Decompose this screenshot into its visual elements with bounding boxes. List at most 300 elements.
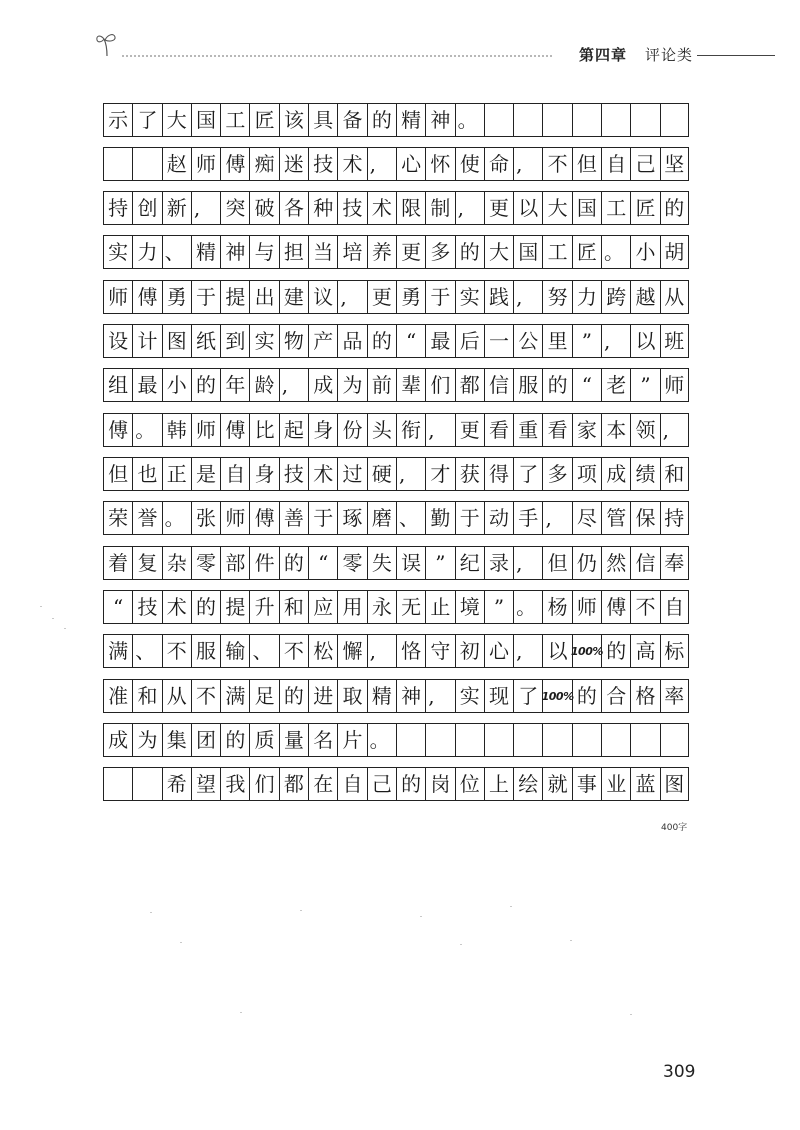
grid-cell: 初: [455, 634, 484, 668]
grid-cell: 己: [367, 767, 396, 801]
grid-cell: [542, 103, 571, 137]
grid-cell: 了: [513, 679, 542, 713]
grid-cell: 力: [132, 235, 161, 269]
grid-cell: 但: [542, 546, 571, 580]
scan-speck: [630, 1014, 632, 1015]
grid-cell: 一: [484, 324, 513, 358]
grid-cell: ,: [542, 501, 571, 535]
grid-cell: 命: [484, 147, 513, 181]
grid-cell: 技: [337, 191, 366, 225]
grid-cell: 自: [220, 457, 249, 491]
grid-cell: 岗: [425, 767, 454, 801]
grid-cell: 备: [337, 103, 366, 137]
grid-cell: 、: [162, 235, 191, 269]
grid-cell: 我: [220, 767, 249, 801]
grid-cell: 产: [308, 324, 337, 358]
grid-cell: 着: [103, 546, 132, 580]
grid-cell: 大: [542, 191, 571, 225]
header-dotted-rule: [122, 55, 552, 57]
grid-cell: 满: [103, 634, 132, 668]
grid-cell: [630, 103, 659, 137]
grid-cell: 各: [279, 191, 308, 225]
grid-cell: 获: [455, 457, 484, 491]
grid-cell: “: [396, 324, 425, 358]
grid-cell: 不: [162, 634, 191, 668]
grid-row: [103, 280, 689, 314]
grid-cell: 手: [513, 501, 542, 535]
grid-cell: 坚: [660, 147, 689, 181]
grid-cell: 得: [484, 457, 513, 491]
grid-cell: 现: [484, 679, 513, 713]
grid-row: [103, 723, 689, 757]
grid-cell: 技: [279, 457, 308, 491]
grid-cell: 到: [220, 324, 249, 358]
grid-cell: 实: [455, 679, 484, 713]
grid-cell: 磨: [367, 501, 396, 535]
grid-cell: 实: [249, 324, 278, 358]
grid-cell: 们: [425, 368, 454, 402]
grid-cell: 国: [191, 103, 220, 137]
grid-cell: 破: [249, 191, 278, 225]
grid-cell: 善: [279, 501, 308, 535]
grid-cell: 神: [220, 235, 249, 269]
grid-cell: [660, 103, 689, 137]
grid-cell: 们: [249, 767, 278, 801]
grid-cell: 的: [279, 546, 308, 580]
grid-cell: 的: [220, 723, 249, 757]
grid-cell: 也: [132, 457, 161, 491]
grid-cell: 自: [337, 767, 366, 801]
grid-cell: 希: [162, 767, 191, 801]
grid-cell: 在: [308, 767, 337, 801]
scan-speck: [240, 1012, 242, 1013]
grid-cell: 设: [103, 324, 132, 358]
grid-cell: ”: [484, 590, 513, 624]
grid-cell: 信: [484, 368, 513, 402]
grid-cell: 赵: [162, 147, 191, 181]
grid-cell: 年: [220, 368, 249, 402]
grid-cell: 精: [396, 103, 425, 137]
grid-cell: 的: [396, 767, 425, 801]
grid-cell: 项: [572, 457, 601, 491]
grid-cell: 韩: [162, 413, 191, 447]
grid-cell: 应: [308, 590, 337, 624]
grid-cell: 当: [308, 235, 337, 269]
grid-cell: 后: [455, 324, 484, 358]
grid-cell: 培: [337, 235, 366, 269]
grid-cell: 里: [542, 324, 571, 358]
grid-cell: 议: [308, 280, 337, 314]
grid-cell: 、: [132, 634, 161, 668]
grid-cell: 不: [191, 679, 220, 713]
grid-cell: 高: [630, 634, 659, 668]
grid-cell: 。: [513, 590, 542, 624]
grid-cell: 进: [308, 679, 337, 713]
grid-cell: 技: [132, 590, 161, 624]
grid-cell: 国: [572, 191, 601, 225]
grid-row: [103, 413, 689, 447]
grid-cell: 术: [367, 191, 396, 225]
grid-cell: 师: [220, 501, 249, 535]
grid-cell: [484, 723, 513, 757]
grid-cell: 于: [425, 280, 454, 314]
grid-cell: 更: [367, 280, 396, 314]
grid-cell: ,: [425, 679, 454, 713]
grid-cell: 该: [279, 103, 308, 137]
grid-cell: 懈: [337, 634, 366, 668]
grid-cell: 尽: [572, 501, 601, 535]
grid-cell: 都: [279, 767, 308, 801]
grid-cell: 具: [308, 103, 337, 137]
grid-cell: 自: [601, 147, 630, 181]
grid-cell: 硬: [367, 457, 396, 491]
grid-cell: [103, 147, 132, 181]
grid-cell: 的: [660, 191, 689, 225]
grid-row: [103, 368, 689, 402]
grid-cell: 零: [191, 546, 220, 580]
grid-cell: 傅: [601, 590, 630, 624]
scan-speck: [300, 910, 302, 911]
grid-cell: 质: [249, 723, 278, 757]
grid-cell: 成: [601, 457, 630, 491]
grid-cell: 守: [425, 634, 454, 668]
grid-cell: 心: [396, 147, 425, 181]
grid-cell: 努: [542, 280, 571, 314]
grid-cell: 傅: [220, 147, 249, 181]
grid-cell: 精: [367, 679, 396, 713]
grid-cell: 升: [249, 590, 278, 624]
grid-cell: 荣: [103, 501, 132, 535]
grid-cell: 头: [367, 413, 396, 447]
header-rule: [697, 55, 775, 56]
grid-cell: 身: [308, 413, 337, 447]
grid-cell: [132, 767, 161, 801]
grid-cell: 师: [191, 413, 220, 447]
grid-cell: 从: [162, 679, 191, 713]
grid-cell: 看: [542, 413, 571, 447]
grid-cell: 突: [220, 191, 249, 225]
grid-cell: 更: [396, 235, 425, 269]
grid-cell: 成: [308, 368, 337, 402]
grid-cell: ,: [367, 634, 396, 668]
grid-cell: 片: [337, 723, 366, 757]
grid-cell: [601, 723, 630, 757]
grid-cell: 但: [103, 457, 132, 491]
grid-cell: 望: [191, 767, 220, 801]
grid-cell: 己: [630, 147, 659, 181]
grid-cell: 勇: [162, 280, 191, 314]
grid-cell: 术: [337, 147, 366, 181]
grid-cell: 大: [484, 235, 513, 269]
grid-cell: ,: [513, 147, 542, 181]
grid-cell: 技: [308, 147, 337, 181]
grid-cell: 为: [132, 723, 161, 757]
grid-cell: 种: [308, 191, 337, 225]
grid-cell: “: [308, 546, 337, 580]
scan-speck: [52, 618, 54, 619]
grid-cell: 录: [484, 546, 513, 580]
grid-cell: 。: [455, 103, 484, 137]
grid-cell: 的: [455, 235, 484, 269]
grid-cell: 过: [337, 457, 366, 491]
grid-cell: 最: [425, 324, 454, 358]
grid-cell: 怀: [425, 147, 454, 181]
grid-cell: 领: [630, 413, 659, 447]
grid-cell: [132, 147, 161, 181]
grid-cell: 张: [191, 501, 220, 535]
grid-cell: 创: [132, 191, 161, 225]
scan-speck: [64, 628, 66, 629]
grid-cell: 持: [660, 501, 689, 535]
grid-cell: 成: [103, 723, 132, 757]
grid-cell: 量: [279, 723, 308, 757]
grid-cell: 都: [455, 368, 484, 402]
grid-cell: 大: [162, 103, 191, 137]
grid-cell: 更: [484, 191, 513, 225]
grid-cell: 工: [601, 191, 630, 225]
grid-cell: ”: [572, 324, 601, 358]
grid-cell: 辈: [396, 368, 425, 402]
grid-cell: 合: [601, 679, 630, 713]
grid-cell: 力: [572, 280, 601, 314]
grid-cell: 提: [220, 280, 249, 314]
grid-cell: 、: [396, 501, 425, 535]
grid-cell: 件: [249, 546, 278, 580]
grid-cell: 奉: [660, 546, 689, 580]
grid-cell: 前: [367, 368, 396, 402]
grid-cell: 实: [455, 280, 484, 314]
grid-cell: 的: [601, 634, 630, 668]
grid-row: [103, 191, 689, 225]
grid-cell: 保: [630, 501, 659, 535]
grid-cell: 限: [396, 191, 425, 225]
grid-cell: 动: [484, 501, 513, 535]
word-count: 400字: [661, 823, 688, 833]
grid-cell: 琢: [337, 501, 366, 535]
grid-cell: ,: [367, 147, 396, 181]
grid-cell: 松: [308, 634, 337, 668]
grid-cell: 才: [425, 457, 454, 491]
grid-cell: 于: [455, 501, 484, 535]
grid-cell: 自: [660, 590, 689, 624]
grid-cell: 践: [484, 280, 513, 314]
grid-cell: 不: [542, 147, 571, 181]
grid-cell: 就: [542, 767, 571, 801]
grid-cell: 师: [103, 280, 132, 314]
grid-cell: 品: [337, 324, 366, 358]
grid-cell: [103, 767, 132, 801]
grid-cell: 和: [660, 457, 689, 491]
grid-cell: 服: [191, 634, 220, 668]
grid-cell: 标: [660, 634, 689, 668]
grid-cell: [396, 723, 425, 757]
grid-cell: 不: [279, 634, 308, 668]
grid-cell: 信: [630, 546, 659, 580]
grid-cell: 误: [396, 546, 425, 580]
grid-cell: “: [572, 368, 601, 402]
grid-cell: 家: [572, 413, 601, 447]
grid-cell: 复: [132, 546, 161, 580]
scan-speck: [460, 944, 462, 945]
grid-cell: 服: [513, 368, 542, 402]
grid-cell: 国: [513, 235, 542, 269]
grid-cell: ,: [396, 457, 425, 491]
grid-cell: 迷: [279, 147, 308, 181]
grid-cell: 取: [337, 679, 366, 713]
grid-cell: 是: [191, 457, 220, 491]
grid-cell: “: [103, 590, 132, 624]
grid-cell: 团: [191, 723, 220, 757]
grid-cell: 重: [513, 413, 542, 447]
scan-speck: [40, 606, 42, 607]
grid-cell: 术: [308, 457, 337, 491]
grid-cell: 业: [601, 767, 630, 801]
grid-row: [103, 103, 689, 137]
grid-cell: 出: [249, 280, 278, 314]
grid-cell: 境: [455, 590, 484, 624]
grid-cell: 使: [455, 147, 484, 181]
grid-cell: 师: [572, 590, 601, 624]
grid-cell: 本: [601, 413, 630, 447]
grid-cell: 比: [249, 413, 278, 447]
grid-cell: 神: [425, 103, 454, 137]
grid-cell: 担: [279, 235, 308, 269]
grid-cell: 计: [132, 324, 161, 358]
grid-cell: 的: [367, 103, 396, 137]
grid-cell: 起: [279, 413, 308, 447]
grid-cell: 和: [279, 590, 308, 624]
grid-cell: 的: [191, 368, 220, 402]
grid-row: [103, 501, 689, 535]
grid-cell: 匠: [572, 235, 601, 269]
scan-speck: [420, 916, 422, 917]
grid-cell: 图: [162, 324, 191, 358]
grid-cell: 名: [308, 723, 337, 757]
grid-cell: 正: [162, 457, 191, 491]
grid-cell: 痴: [249, 147, 278, 181]
grid-cell: 用: [337, 590, 366, 624]
grid-cell: 师: [191, 147, 220, 181]
grid-cell: [484, 103, 513, 137]
grid-cell: 集: [162, 723, 191, 757]
grid-cell: 更: [455, 413, 484, 447]
grid-cell: 龄: [249, 368, 278, 402]
grid-cell: [542, 723, 571, 757]
grid-cell: ”: [630, 368, 659, 402]
grid-cell: 格: [630, 679, 659, 713]
grid-cell: 从: [660, 280, 689, 314]
grid-cell: 永: [367, 590, 396, 624]
grid-cell: 足: [249, 679, 278, 713]
grid-cell: 看: [484, 413, 513, 447]
grid-row: [103, 767, 689, 801]
grid-cell: 胡: [660, 235, 689, 269]
page-number: 309: [663, 1062, 696, 1082]
grid-cell: 老: [601, 368, 630, 402]
grid-cell: 了: [132, 103, 161, 137]
scan-speck: [510, 906, 512, 907]
grid-cell: 为: [337, 368, 366, 402]
grid-cell: 新: [162, 191, 191, 225]
grid-cell: 多: [425, 235, 454, 269]
grid-cell: 勇: [396, 280, 425, 314]
grid-cell: 傅: [132, 280, 161, 314]
grid-cell: 无: [396, 590, 425, 624]
grid-cell: 。: [162, 501, 191, 535]
grid-cell: 的: [572, 679, 601, 713]
grid-cell: 建: [279, 280, 308, 314]
grid-cell: 示: [103, 103, 132, 137]
grid-cell: [601, 103, 630, 137]
grid-cell: 。: [601, 235, 630, 269]
grid-cell: [425, 723, 454, 757]
grid-cell: 的: [279, 679, 308, 713]
grid-cell: 的: [367, 324, 396, 358]
grid-cell: 养: [367, 235, 396, 269]
grid-cell: ,: [279, 368, 308, 402]
grid-cell: 上: [484, 767, 513, 801]
grid-cell: 傅: [103, 413, 132, 447]
grid-cell: 与: [249, 235, 278, 269]
grid-row: [103, 590, 689, 624]
grid-cell: 班: [660, 324, 689, 358]
section-title: 评论类: [645, 46, 694, 64]
grid-cell: [572, 103, 601, 137]
grid-cell: 100%: [572, 634, 601, 668]
grid-cell: 纸: [191, 324, 220, 358]
grid-cell: 心: [484, 634, 513, 668]
grid-cell: 位: [455, 767, 484, 801]
grid-cell: 匠: [630, 191, 659, 225]
grid-cell: 图: [660, 767, 689, 801]
grid-cell: 神: [396, 679, 425, 713]
grid-cell: 工: [220, 103, 249, 137]
grid-cell: 于: [308, 501, 337, 535]
grid-cell: 术: [162, 590, 191, 624]
grid-cell: 满: [220, 679, 249, 713]
grid-cell: 实: [103, 235, 132, 269]
grid-cell: [630, 723, 659, 757]
grid-cell: 以: [630, 324, 659, 358]
grid-cell: 。: [367, 723, 396, 757]
grid-row: [103, 634, 689, 668]
grid-cell: 输: [220, 634, 249, 668]
grid-cell: 工: [542, 235, 571, 269]
sprout-icon: [94, 30, 120, 58]
grid-cell: 部: [220, 546, 249, 580]
grid-cell: 小: [630, 235, 659, 269]
grid-cell: ,: [660, 413, 689, 447]
scan-speck: [180, 942, 182, 943]
grid-cell: 跨: [601, 280, 630, 314]
grid-cell: 提: [220, 590, 249, 624]
grid-row: [103, 546, 689, 580]
grid-cell: 衔: [396, 413, 425, 447]
grid-cell: 、: [249, 634, 278, 668]
grid-row: [103, 457, 689, 491]
grid-cell: 最: [132, 368, 161, 402]
grid-cell: 多: [542, 457, 571, 491]
grid-cell: ,: [425, 413, 454, 447]
grid-cell: 仍: [572, 546, 601, 580]
grid-cell: 纪: [455, 546, 484, 580]
grid-cell: 杨: [542, 590, 571, 624]
grid-cell: 公: [513, 324, 542, 358]
grid-cell: 勤: [425, 501, 454, 535]
grid-cell: 但: [572, 147, 601, 181]
grid-cell: 绘: [513, 767, 542, 801]
page-header: [0, 0, 800, 70]
